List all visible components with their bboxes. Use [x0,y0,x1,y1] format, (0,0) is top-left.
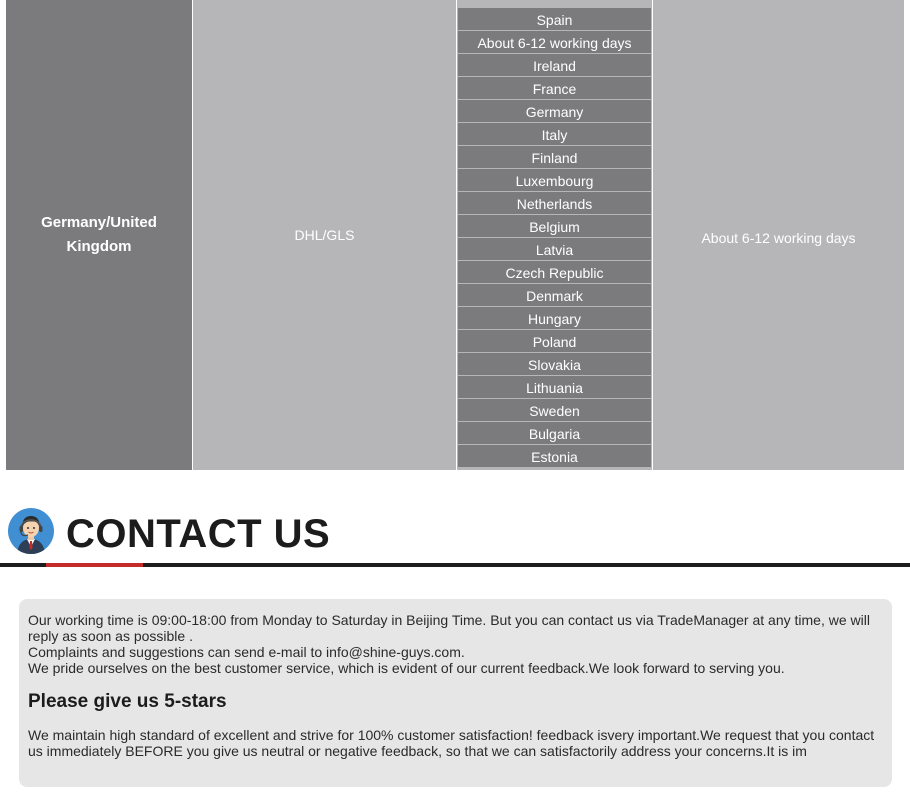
country-row: Slovakia [458,353,651,375]
contact-header [0,500,910,570]
country-row: Italy [458,123,651,145]
delivery-time-label: About 6-12 working days [701,230,856,246]
country-row: Finland [458,146,651,168]
country-row: Germany [458,100,651,122]
country-row: Netherlands [458,192,651,214]
country-row: Hungary [458,307,651,329]
feedback-text: We maintain high standard of excellent and strive for 100% customer satisfaction! feedback isvery important.We request that you contact us immediately BEFORE you give us neutral or negative feedback, so that we can satisfactorily address your concerns.It is im [28,727,875,759]
country-row: Ireland [458,54,651,76]
country-row: Bulgaria [458,422,651,444]
carrier-label: DHL/GLS [294,227,355,243]
country-row: Spain [458,8,651,30]
region-label: Germany/United Kingdom [41,214,157,255]
country-row: About 6-12 working days [458,31,651,53]
country-row: France [458,77,651,99]
country-row: Denmark [458,284,651,306]
country-row: Sweden [458,399,651,421]
contact-info-box [19,599,892,787]
contact-title: CONTACT US [66,512,331,556]
working-time-text: Our working time is 09:00-18:00 from Monday to Saturday in Beijing Time. But you can contact us via TradeManager at any time, we will reply as soon as possible . [28,612,870,644]
header-accent-bar [46,563,143,567]
countries-column [457,0,652,470]
country-row: Lithuania [458,376,651,398]
country-row: Poland [458,330,651,352]
country-row: Luxembourg [458,169,651,191]
country-row: Latvia [458,238,651,260]
carrier-cell [193,0,456,470]
country-row: Estonia [458,445,651,467]
country-row: Belgium [458,215,651,237]
service-text: We pride ourselves on the best customer service, which is evident of our current feedback.We look forward to serving you. [28,660,785,676]
region-cell [6,0,192,470]
delivery-time-cell [653,0,904,470]
customer-service-agent-icon [8,508,54,554]
country-row: Czech Republic [458,261,651,283]
complaints-text: Complaints and suggestions can send e-mail to info@shine-guys.com. [28,644,465,660]
five-stars-heading: Please give us 5-stars [28,691,227,712]
